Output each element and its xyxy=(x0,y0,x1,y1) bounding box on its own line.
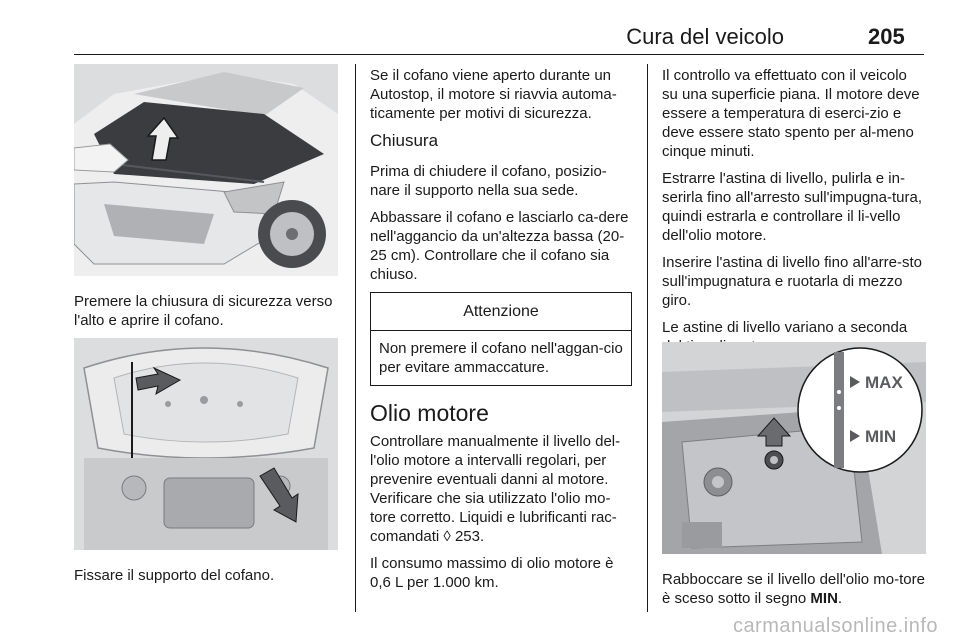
caption-hood-release: Premere la chiusura di sicurezza verso l'alto e aprire il cofano. xyxy=(74,293,333,329)
page-header-title: Cura del veicolo xyxy=(626,24,784,49)
figure-hood-release xyxy=(74,64,338,276)
watermark: carmanualsonline.info xyxy=(732,615,938,637)
closing-heading: Chiusura xyxy=(370,131,439,150)
figure-hood-prop xyxy=(74,338,338,550)
check-paragraph-2: Estrarre l'astina di livello, pulirla e in-serirla fino all'arresto sull'impugna-tura, quindi estrarla e controllare il li-vello dell'olio motore. xyxy=(662,170,923,244)
column-3-text-2 xyxy=(662,570,926,616)
autostop-note: Se il cofano viene aperto durante un Autostop, il motore si riavvia automa-ticamente per motivi di sicurezza. xyxy=(370,67,617,122)
page-number: 205 xyxy=(868,24,905,49)
refill-text: Rabboccare se il livello dell'olio mo-tore è sceso sotto il segno xyxy=(662,571,925,607)
closing-paragraph-2: Abbassare il cofano e lasciarlo ca-dere nell'aggancio da un'altezza bassa (20-25 cm). Controllare che il cofano sia chiuso. xyxy=(370,209,629,283)
refill-text-end: . xyxy=(837,590,843,607)
closing-paragraph-1: Prima di chiudere il cofano, posizio-nare il supporto nella sua sede. xyxy=(370,163,607,199)
column-2-text xyxy=(370,66,632,600)
header-rule xyxy=(74,54,924,55)
column-divider-1 xyxy=(355,64,356,612)
oil-paragraph-1: Controllare manualmente il livello del-l'olio motore a intervalli regolari, per prevenire eventuali danni al motore. Verificare che sia utilizzato l'olio mo-tore corretto. Liquidi e lubrificanti rac-comandati ◊ 253. xyxy=(370,433,621,545)
refill-min-mark: MIN xyxy=(810,590,838,607)
column-3-text xyxy=(662,66,926,364)
check-paragraph-3: Inserire l'astina di livello fino all'arre-sto sull'impugnatura e ruotarla di mezzo giro. xyxy=(662,254,923,309)
notice-box xyxy=(370,292,632,386)
notice-body: Non premere il cofano nell'aggan-cio per evitare ammaccature. xyxy=(379,340,623,376)
oil-paragraph-2: Il consumo massimo di olio motore è 0,6 L per 1.000 km. xyxy=(370,555,614,591)
caption-hood-prop: Fissare il supporto del cofano. xyxy=(74,567,275,584)
notice-heading: Attenzione xyxy=(371,293,631,331)
figure-dipstick xyxy=(662,342,926,554)
check-paragraph-1: Il controllo va effettuato con il veicolo su una superficie piana. Il motore deve essere a temperatura di eserci-zio e deve essere stato spento per al-meno cinque minuti. xyxy=(662,67,920,160)
column-1-text xyxy=(74,292,344,338)
column-1-text-2 xyxy=(74,566,344,593)
column-divider-2 xyxy=(647,64,648,612)
dipstick-min-label: MIN xyxy=(865,427,897,446)
dipstick-max-label: MAX xyxy=(865,373,903,392)
refill-paragraph xyxy=(662,570,926,608)
oil-heading: Olio motore xyxy=(370,400,489,426)
check-paragraph-4: Le astine di livello variano a seconda xyxy=(662,319,908,336)
